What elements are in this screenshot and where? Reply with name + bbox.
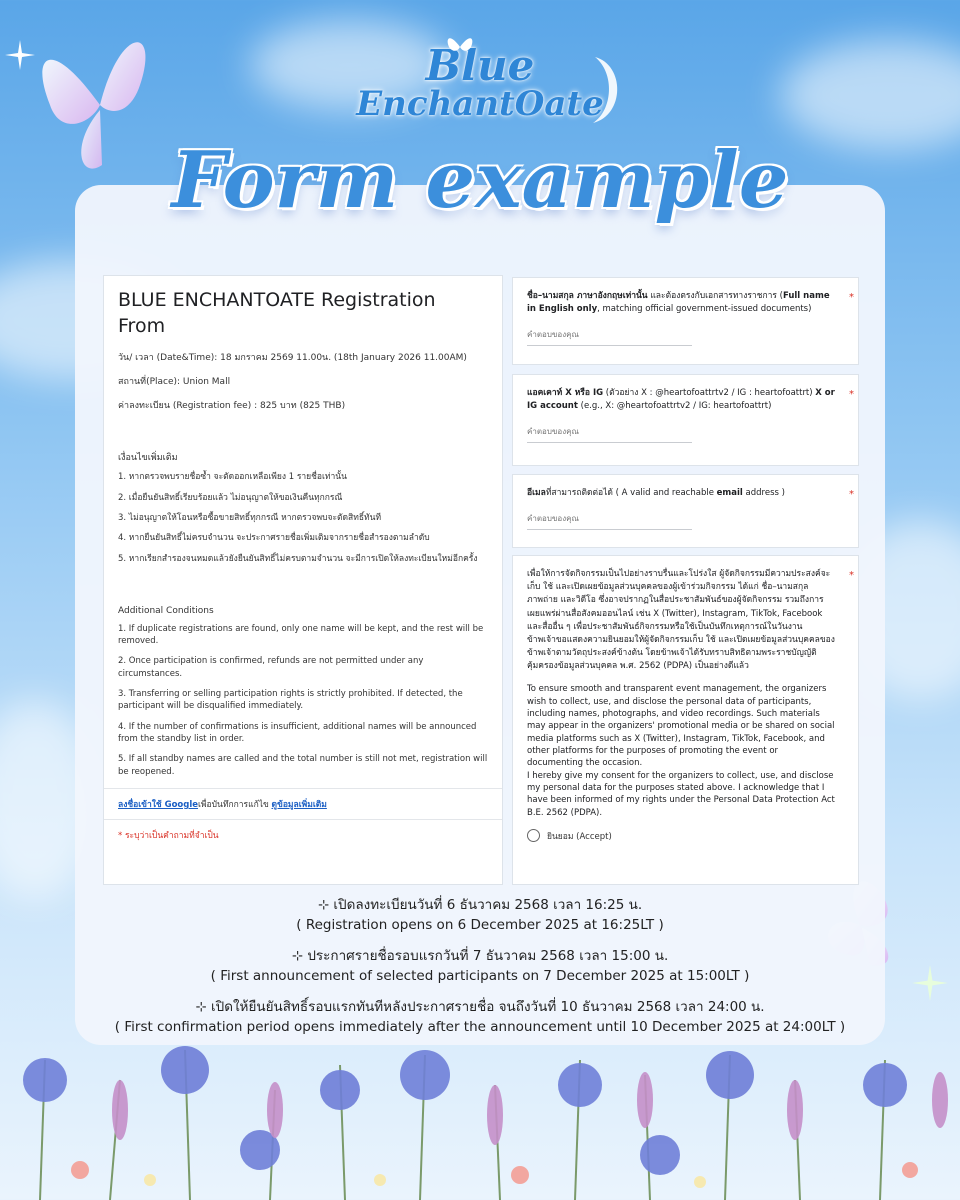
en-condition-item: 1. If duplicate registrations are found, only one name will be kept, and the rest will be removed. bbox=[118, 623, 484, 647]
required-note: * ระบุว่าเป็นคำถามที่จำเป็น bbox=[104, 819, 502, 850]
question-text bbox=[513, 278, 858, 316]
announcement-2 bbox=[0, 946, 960, 987]
form-fee: ค่าลงทะเบียน (Registration fee) : 825 บาท (825 THB) bbox=[118, 401, 346, 412]
consent-en-para2: I hereby give my consent for the organizers to collect, use, and disclose my personal data for the purposes stated above. I acknowledge that I have been informed of my rights under the Personal Data Protection Act B.E. 2562 (PDPA). bbox=[527, 770, 835, 818]
question-bold: Full name in English only bbox=[527, 291, 830, 314]
form-datetime: วัน/ เวลา (Date&Time): 18 มกราคม 2569 11.00น. (18th January 2026 11.00AM) bbox=[118, 353, 467, 364]
signin-row bbox=[104, 788, 502, 819]
consent-thai-para1: เพื่อให้การจัดกิจกรรมเป็นไปอย่างราบรื่นและโปร่งใส ผู้จัดกิจกรรมมีความประสงค์จะเก็บ ใช้ และเปิดเผยข้อมูลส่วนบุคคลของผู้เข้าร่วมกิจกรรม ได้แก่ ชื่อ–นามสกุล ภาพถ่าย และวิดีโอ ซึ่งอาจปรากฏในสื่อประชาสัมพันธ์ของผู้จัดกิจกรรม รวมถึงการเผยแพร่ผ่านสื่อสังคมออนไลน์ เช่น X (Twitter), Instagram, TikTok, Facebook และสื่ออื่น ๆ เพื่อประชาสัมพันธ์กิจกรรมหรือใช้เป็นบันทึกเหตุการณ์ในวันงาน bbox=[527, 569, 831, 632]
form-place: สถานที่(Place): Union Mall bbox=[118, 377, 231, 388]
announcement-thai: ⊹ ประกาศรายชื่อรอบแรกวันที่ 7 ธันวาคม 2568 เวลา 15:00 น. bbox=[291, 948, 669, 964]
en-condition-item: 5. If all standby names are called and the total number is still not met, registration will be reopened. bbox=[118, 754, 488, 777]
question-text-part: และต้องตรงกับเอกสารทางราชการ ( bbox=[647, 291, 783, 301]
consent-en-para1: To ensure smooth and transparent event management, the organizers wish to collect, use, and disclose the personal data of participants, including names, photographs, and video recordings. Such materials may appear in the organizers' promotional media or be shared on social media platforms such as X (Twitter), Instagram, TikTok, Facebook, and other platforms for the purposes of promoting the event or documenting the occasion. bbox=[527, 684, 835, 769]
question-text-part: address ) bbox=[742, 488, 785, 498]
form-header-card bbox=[103, 275, 503, 885]
brand-logo bbox=[330, 41, 630, 124]
announcement-en: ( First confirmation period opens immediately after the announcement until 10 December 2025 at 24:00LT ) bbox=[114, 1019, 846, 1036]
logo-text-line2: EnchantOate bbox=[356, 84, 604, 124]
page-title: Form example bbox=[171, 135, 789, 226]
question-bold: X or IG account bbox=[527, 388, 835, 411]
form-title: BLUE ENCHANTOATE Registration From bbox=[118, 289, 436, 337]
thai-condition-item: 3. ไม่อนุญาตให้โอนหรือซื้อขายสิทธิ์ทุกกรณี หากตรวจพบจะตัดสิทธิ์ทันที bbox=[118, 512, 382, 523]
thai-condition-item: 5. หากเรียกสำรองจนหมดแล้วยังยืนยันสิทธิ์ไม่ครบตามจำนวน จะมีการเปิดให้ลงทะเบียนใหม่อีกครั้ง bbox=[118, 553, 478, 564]
thai-condition-item: 2. เมื่อยืนยันสิทธิ์เรียบร้อยแล้ว ไม่อนุญาตให้ขอเงินคืนทุกกรณี bbox=[118, 492, 343, 503]
radio-button[interactable] bbox=[527, 829, 540, 842]
consent-english-text bbox=[513, 677, 858, 822]
required-marker: * bbox=[849, 489, 854, 500]
accept-label: ยินยอม (Accept) bbox=[547, 831, 612, 842]
required-marker: * bbox=[849, 292, 854, 303]
en-condition-item: 2. Once participation is confirmed, refunds are not permitted under any circumstances. bbox=[118, 656, 424, 679]
thai-condition-item: 1. หากตรวจพบรายชื่อซ้ำ จะตัดออกเหลือเพียง 1 รายชื่อเท่านั้น bbox=[118, 472, 347, 483]
announcement-en: ( Registration opens on 6 December 2025 at 16:25LT ) bbox=[296, 917, 664, 934]
en-condition-item: 4. If the number of confirmations is insufficient, additional names will be announced from the standby list in order. bbox=[118, 721, 477, 745]
consent-thai-text bbox=[513, 556, 858, 677]
thai-conditions-title: เงื่อนไขเพิ่มเติม bbox=[118, 453, 178, 464]
question-card-email bbox=[512, 474, 859, 548]
question-text bbox=[513, 375, 858, 413]
account-input[interactable]: คำตอบของคุณ bbox=[527, 425, 692, 443]
question-card-fullname bbox=[512, 277, 859, 365]
google-signin-link[interactable]: ลงชื่อเข้าใช้ Google bbox=[118, 799, 199, 810]
fullname-input[interactable]: คำตอบของคุณ bbox=[527, 328, 692, 346]
en-condition-item: 3. Transferring or selling participation rights is strictly prohibited. If detected, the participant will be disqualified immediately. bbox=[118, 689, 463, 712]
question-text-part: (ตัวอย่าง X : @heartofoattrtv2 / IG : heartofoattrt) bbox=[603, 388, 816, 398]
question-bold: ชื่อ–นามสกุล ภาษาอังกฤษเท่านั้น bbox=[527, 291, 648, 301]
flower-border-illustration bbox=[0, 1040, 960, 1200]
email-input[interactable]: คำตอบของคุณ bbox=[527, 512, 692, 530]
question-text-part: , matching official government-issued documents) bbox=[597, 303, 812, 314]
announcement-en: ( First announcement of selected participants on 7 December 2025 at 15:00LT ) bbox=[210, 968, 750, 985]
question-card-account bbox=[512, 374, 859, 466]
announcement-thai: ⊹ เปิดลงทะเบียนวันที่ 6 ธันวาคม 2568 เวลา 16:25 น. bbox=[317, 897, 643, 913]
butterfly-icon bbox=[445, 33, 475, 59]
sparkle-icon bbox=[5, 40, 35, 70]
question-bold: email bbox=[716, 488, 743, 498]
question-text-part: ที่สามารถติดต่อได้ ( A valid and reachable bbox=[545, 488, 717, 498]
question-bold: แอคเคาท์ X หรือ IG bbox=[527, 388, 604, 398]
question-text bbox=[513, 475, 858, 500]
signin-text: เพื่อบันทึกการแก้ไข bbox=[198, 799, 269, 810]
question-bold: อีเมล bbox=[527, 488, 546, 498]
consent-card bbox=[512, 555, 859, 885]
consent-thai-para2: ข้าพเจ้าขอแสดงความยินยอมให้ผู้จัดกิจกรรมเก็บ ใช้ และเปิดเผยข้อมูลส่วนบุคคลของข้าพเจ้าตามวัตถุประสงค์ข้างต้น โดยข้าพเจ้าได้รับทราบสิทธิตามพระราชบัญญัติคุ้มครองข้อมูลส่วนบุคคล พ.ศ. 2562 (PDPA) เป็นอย่างดีแล้ว bbox=[527, 634, 835, 672]
required-marker: * bbox=[849, 389, 854, 400]
question-text-part: (e.g., X: @heartofoattrtv2 / IG: heartofoattrt) bbox=[577, 400, 772, 411]
learn-more-link[interactable]: ดูข้อมูลเพิ่มเติม bbox=[271, 799, 327, 810]
thai-condition-item: 4. หากยืนยันสิทธิ์ไม่ครบจำนวน จะประกาศรายชื่อเพิ่มเติมจากรายชื่อสำรองตามลำดับ bbox=[118, 533, 430, 544]
cloud bbox=[780, 40, 960, 150]
required-marker: * bbox=[849, 570, 854, 581]
en-conditions-title: Additional Conditions bbox=[118, 605, 214, 616]
announcement-thai: ⊹ เปิดให้ยืนยันสิทธิ์รอบแรกทันทีหลังประกาศรายชื่อ จนถึงวันที่ 10 ธันวาคม 2568 เวลา 24:00 น. bbox=[195, 999, 765, 1015]
moon-icon bbox=[575, 55, 625, 125]
announcement-1 bbox=[0, 895, 960, 936]
logo-text-line1: Blue bbox=[425, 41, 535, 90]
announcement-3 bbox=[0, 997, 960, 1038]
accept-option[interactable] bbox=[513, 823, 858, 849]
